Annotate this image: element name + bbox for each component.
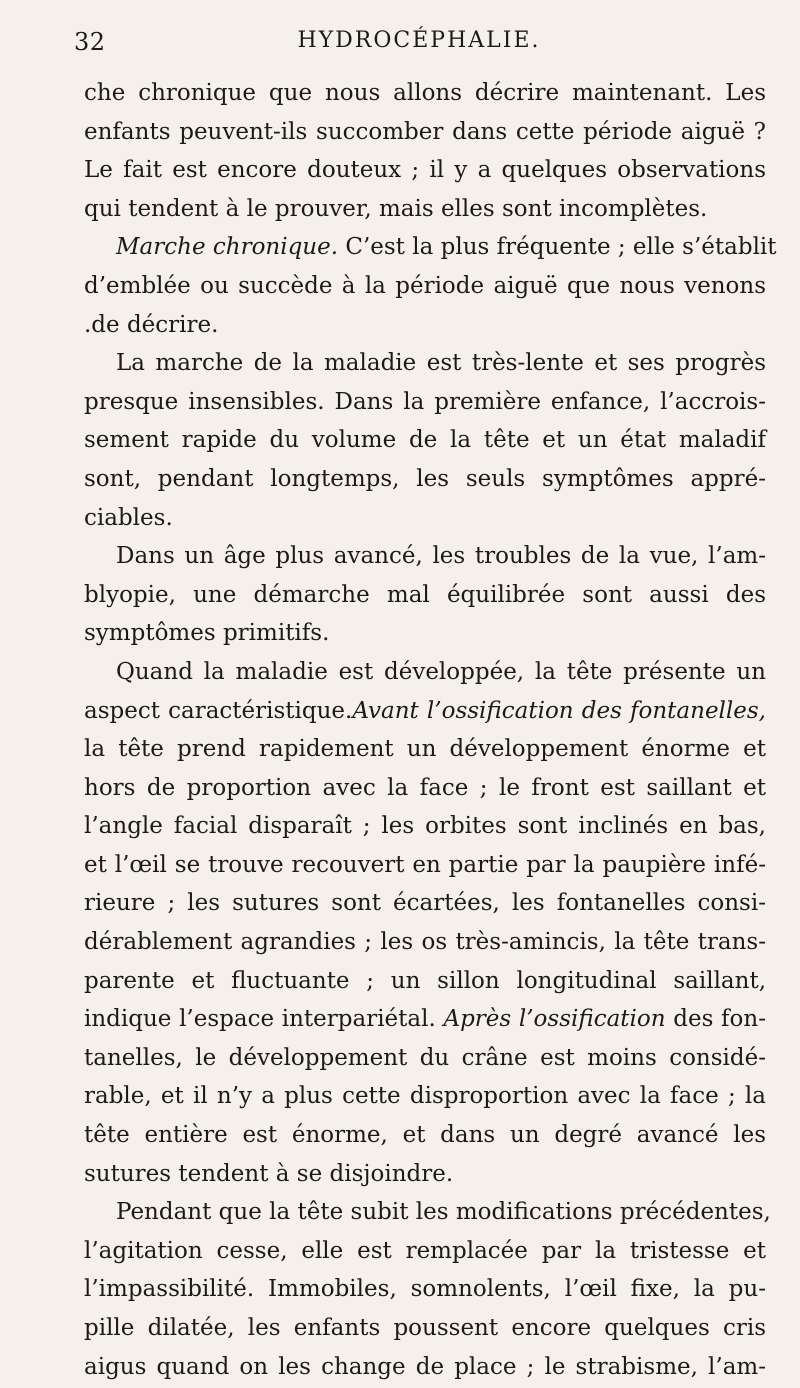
text-line: enfants peuvent-ils succomber dans cette période aiguë ?	[84, 118, 766, 145]
text-line: presque insensibles. Dans la première enfance, l’accrois-	[84, 388, 766, 415]
text-line: rieure ; les sutures sont écartées, les fontanelles consi-	[84, 890, 766, 917]
text-line: la tête prend rapidement un développement énorme et	[84, 736, 766, 763]
text-line: ciables.	[84, 504, 173, 531]
text-line: sont, pendant longtemps, les seuls symptômes appré-	[84, 465, 766, 492]
text-line	[84, 1000, 766, 1039]
text-line: l’impassibilité. Immobiles, somnolents, l’œil fixe, la pu-	[84, 1276, 766, 1303]
section-heading-italic: Marche chronique.	[116, 234, 339, 261]
text-run: des fon-	[665, 1006, 766, 1033]
text-line: parente et fluctuante ; un sillon longitudinal saillant,	[84, 967, 766, 994]
text-line: che chronique que nous allons décrire maintenant. Les	[84, 80, 766, 106]
text-line: tête entière est énorme, et dans un degré avancé les	[84, 1122, 766, 1149]
text-line: pille dilatée, les enfants poussent encore quelques cris	[84, 1315, 766, 1341]
text-line: symptômes primitifs.	[84, 620, 330, 647]
text-line: qui tendent à le prouver, mais elles sont incomplètes.	[84, 195, 708, 222]
text-line: l’angle facial disparaît ; les orbites sont inclinés en bas,	[84, 813, 766, 840]
text-run: C’est la plus fréquente ; elle s’établit	[338, 234, 777, 261]
page-number: 32	[74, 28, 106, 56]
text-line: sement rapide du volume de la tête et un état maladif	[84, 427, 766, 454]
body-text	[84, 74, 777, 1386]
italic-phrase: Après l’ossification	[443, 1006, 666, 1033]
text-line: Dans un âge plus avancé, les troubles de la vue, l’am-	[116, 543, 766, 570]
text-line: rable, et il n’y a plus cette disproportion avec la face ; la	[84, 1083, 766, 1110]
text-line	[84, 228, 777, 267]
text-line: aigus quand on les change de place ; le strabisme, l’am-	[84, 1353, 766, 1380]
text-line: Le fait est encore douteux ; il y a quelques observations	[84, 157, 766, 184]
text-line: sutures tendent à se disjoindre.	[84, 1160, 454, 1187]
text-line	[84, 692, 766, 731]
text-line: hors de proportion avec la face ; le front est saillant et	[84, 774, 766, 801]
running-title: HYDROCÉPHALIE.	[297, 28, 541, 53]
text-run: indique l’espace interpariétal.	[84, 1006, 436, 1033]
running-head	[74, 28, 764, 68]
text-line: blyopie, une démarche mal équilibrée sont aussi des	[84, 581, 766, 608]
text-line: Pendant que la tête subit les modifications précédentes,	[116, 1199, 771, 1226]
text-line: La marche de la maladie est très-lente et ses progrès	[116, 350, 766, 377]
text-run: aspect caractéristique.	[84, 697, 353, 724]
text-line: d’emblée ou succède à la période aiguë que nous venons	[84, 272, 766, 299]
text-line: Quand la maladie est développée, la tête présente un	[116, 658, 766, 685]
italic-phrase: Avant l’ossification des fontanelles,	[352, 697, 766, 724]
text-line: .de décrire.	[84, 311, 219, 338]
text-line: tanelles, le développement du crâne est moins considé-	[84, 1044, 766, 1071]
text-line: et l’œil se trouve recouvert en partie par la paupière infé-	[84, 851, 766, 878]
text-line: l’agitation cesse, elle est remplacée par la tristesse et	[84, 1237, 766, 1264]
text-line: dérablement agrandies ; les os très-amincis, la tête trans-	[84, 929, 766, 956]
